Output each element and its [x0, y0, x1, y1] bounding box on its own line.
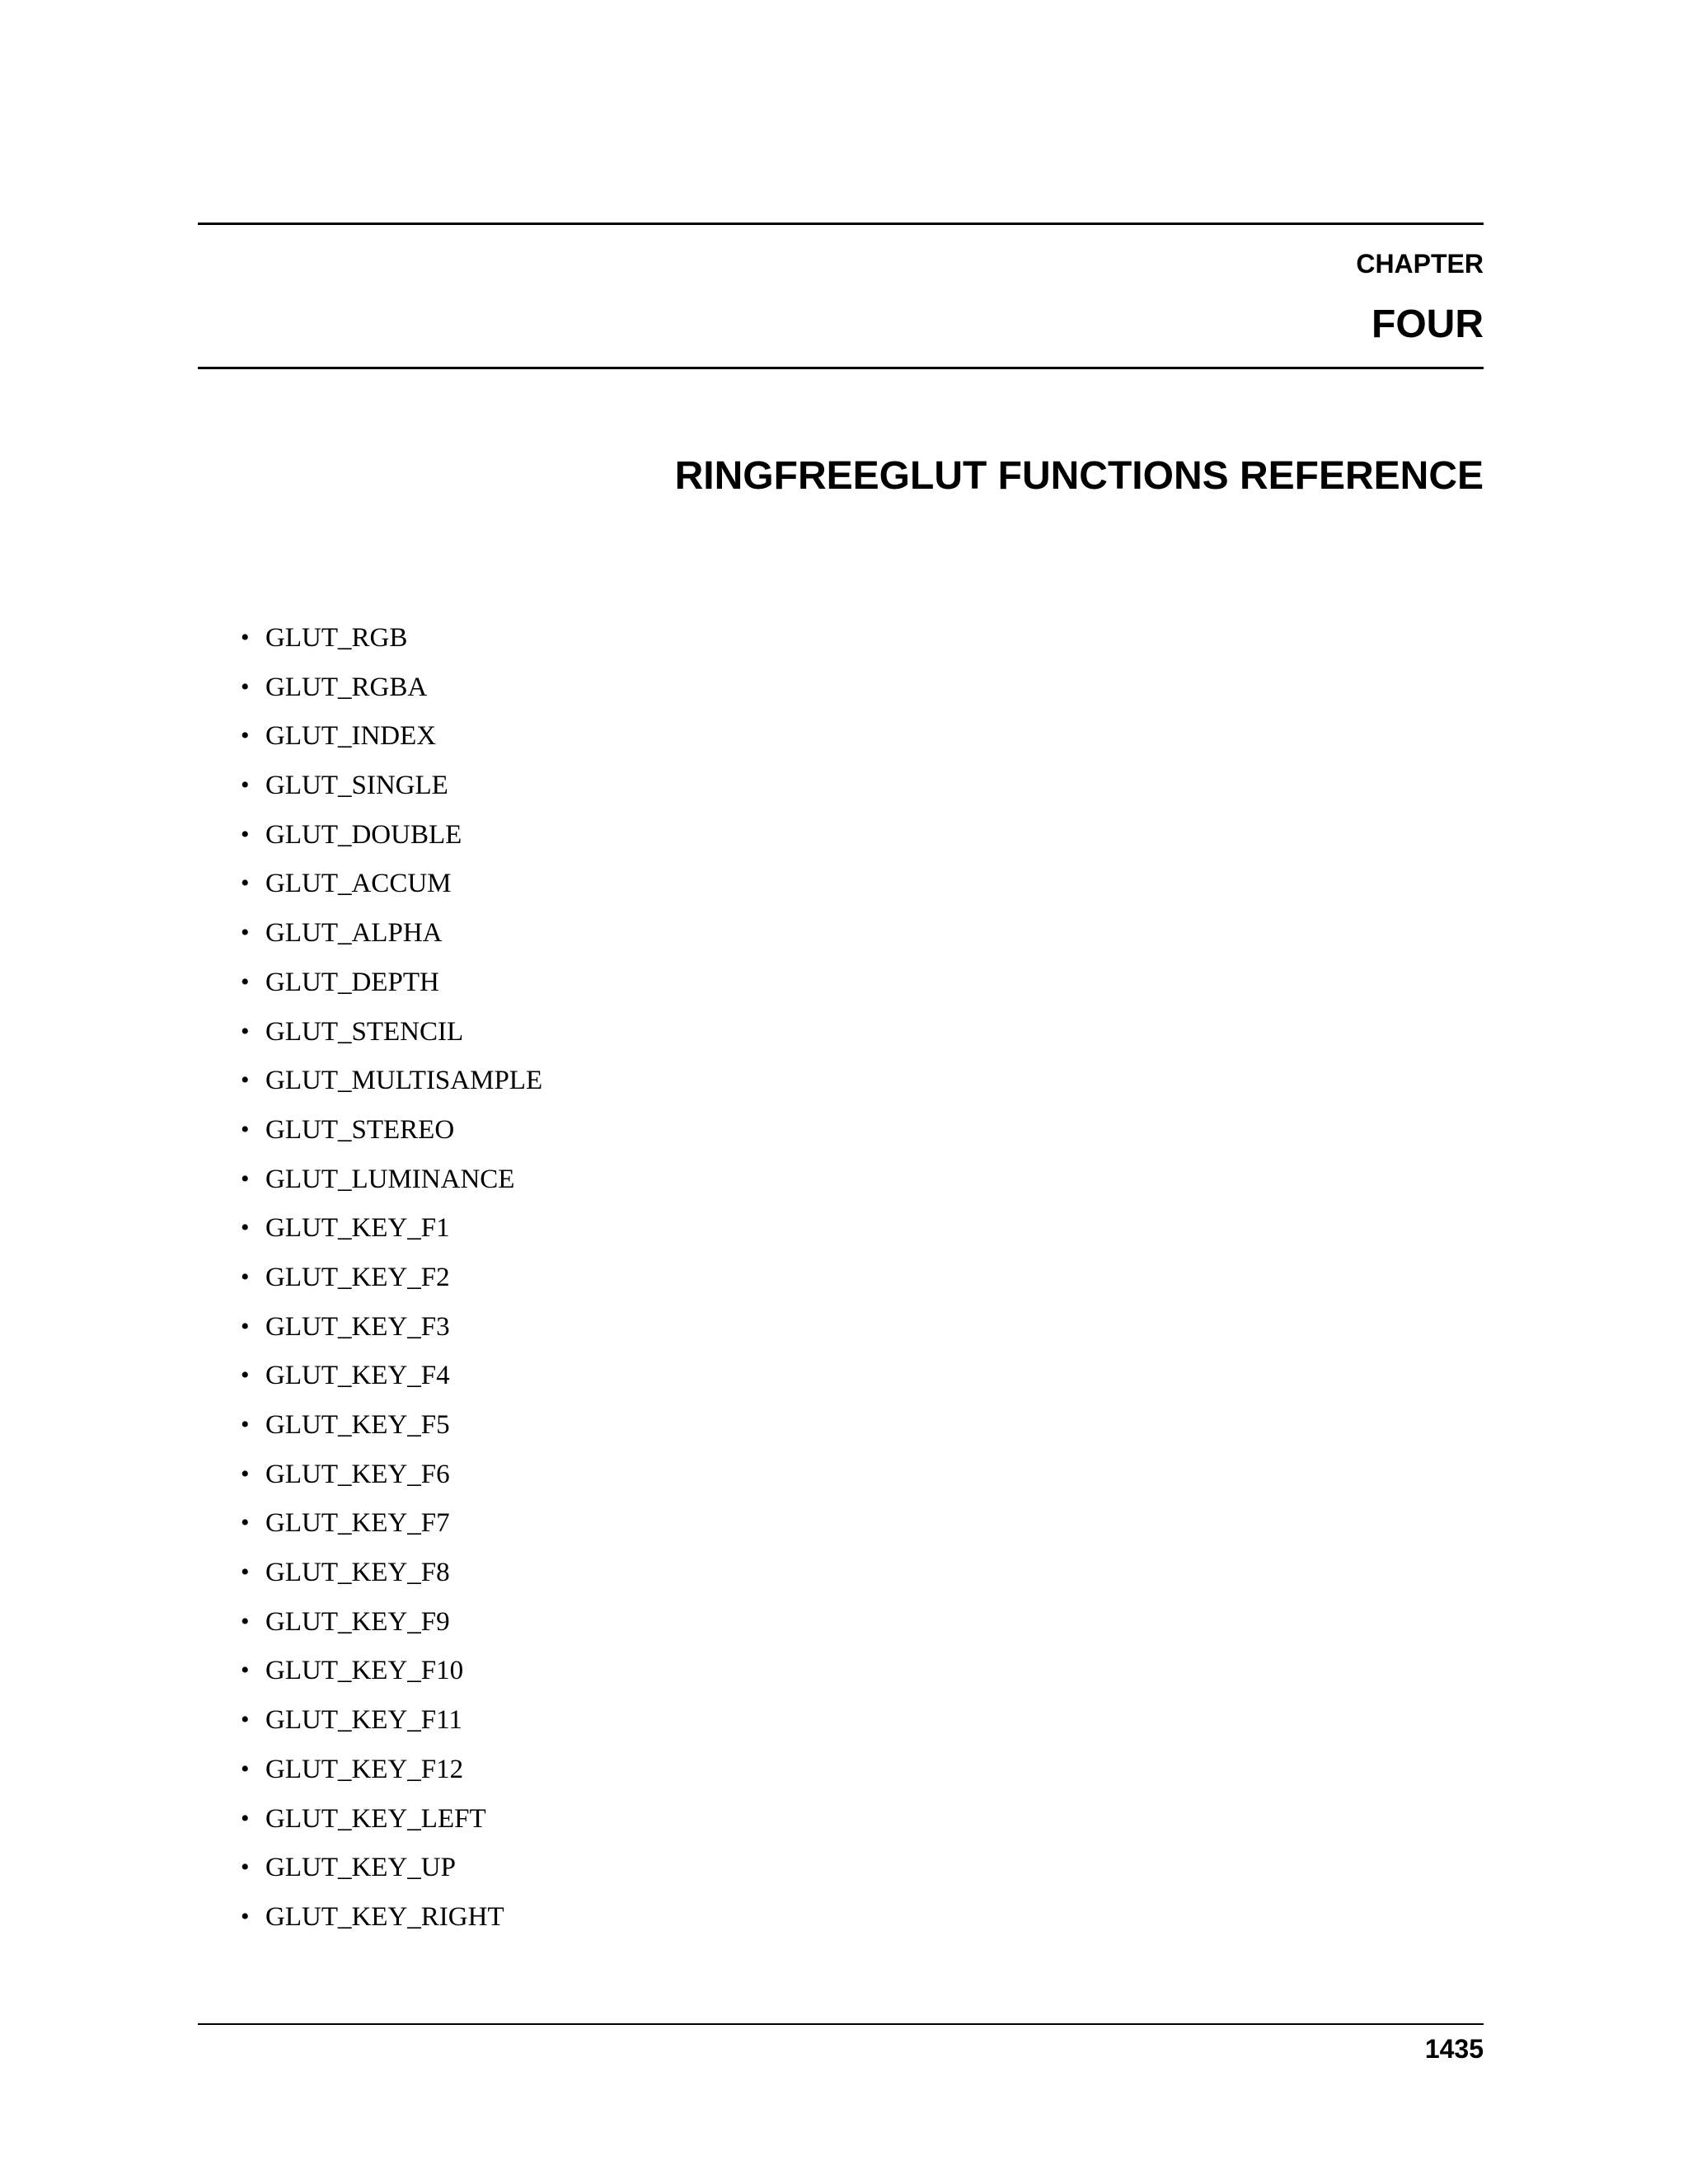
chapter-title: RINGFREEGLUT FUNCTIONS REFERENCE [674, 454, 1484, 498]
list-item [241, 1702, 542, 1751]
constant-name: GLUT_KEY_F11 [265, 1705, 462, 1736]
bullet-icon: • [241, 1755, 250, 1783]
constant-name: GLUT_RGBA [265, 672, 428, 702]
bullet-icon: • [241, 1657, 250, 1685]
constant-name: GLUT_KEY_F4 [265, 1361, 450, 1391]
chapter-top-rule [198, 223, 1484, 225]
bullet-icon: • [241, 1263, 250, 1291]
constant-list [241, 620, 542, 1948]
bullet-icon: • [241, 624, 250, 651]
constant-name: GLUT_KEY_F1 [265, 1213, 450, 1244]
bullet-icon: • [241, 1706, 250, 1734]
constant-name: GLUT_INDEX [265, 721, 437, 752]
list-item [241, 1604, 542, 1653]
bullet-icon: • [241, 919, 250, 947]
constant-name: GLUT_KEY_F6 [265, 1459, 450, 1489]
list-item [241, 620, 542, 669]
bullet-icon: • [241, 1460, 250, 1488]
list-item [241, 669, 542, 719]
list-item [241, 1407, 542, 1456]
list-item [241, 1161, 542, 1211]
list-item [241, 915, 542, 964]
list-item [241, 1357, 542, 1407]
constant-name: GLUT_KEY_F9 [265, 1606, 450, 1637]
list-item [241, 1899, 542, 1948]
constant-name: GLUT_KEY_UP [265, 1853, 456, 1883]
bullet-icon: • [241, 1361, 250, 1390]
bullet-icon: • [241, 869, 250, 898]
constant-name: GLUT_KEY_F3 [265, 1311, 450, 1342]
bullet-icon: • [241, 1165, 250, 1193]
bullet-icon: • [241, 1115, 250, 1143]
constant-name: GLUT_KEY_F12 [265, 1754, 464, 1784]
constant-name: GLUT_KEY_F8 [265, 1558, 450, 1588]
chapter-bottom-rule [198, 367, 1484, 369]
list-item [241, 1014, 542, 1063]
list-item [241, 1849, 542, 1899]
list-item [241, 1652, 542, 1702]
constant-name: GLUT_STEREO [265, 1114, 455, 1145]
bullet-icon: • [241, 722, 250, 750]
bullet-icon: • [241, 673, 250, 701]
constant-name: GLUT_KEY_F10 [265, 1656, 464, 1686]
list-item [241, 1210, 542, 1259]
bullet-icon: • [241, 1312, 250, 1340]
list-item [241, 1751, 542, 1801]
list-item [241, 1554, 542, 1604]
bullet-icon: • [241, 1804, 250, 1832]
constant-name: GLUT_KEY_F7 [265, 1508, 450, 1539]
constant-name: GLUT_KEY_RIGHT [265, 1901, 504, 1932]
list-item [241, 1456, 542, 1506]
bullet-icon: • [241, 1902, 250, 1930]
list-item [241, 964, 542, 1014]
list-item [241, 1505, 542, 1554]
constant-name: GLUT_DEPTH [265, 967, 439, 997]
bullet-icon: • [241, 1509, 250, 1537]
constant-name: GLUT_KEY_F2 [265, 1262, 450, 1292]
bullet-icon: • [241, 1017, 250, 1045]
bullet-icon: • [241, 1214, 250, 1242]
constant-name: GLUT_KEY_LEFT [265, 1803, 486, 1834]
list-item [241, 718, 542, 767]
list-item [241, 1062, 542, 1112]
constant-name: GLUT_ACCUM [265, 869, 452, 899]
constant-name: GLUT_LUMINANCE [265, 1164, 515, 1194]
constant-name: GLUT_DOUBLE [265, 819, 462, 850]
constant-name: GLUT_SINGLE [265, 771, 448, 801]
constant-name: GLUT_STENCIL [265, 1016, 464, 1047]
list-item [241, 1259, 542, 1309]
chapter-label: CHAPTER [1356, 249, 1484, 279]
bullet-icon: • [241, 1066, 250, 1094]
bullet-icon: • [241, 771, 250, 799]
constant-name: GLUT_MULTISAMPLE [265, 1066, 543, 1096]
bullet-icon: • [241, 968, 250, 996]
bullet-icon: • [241, 1558, 250, 1586]
constant-name: GLUT_KEY_F5 [265, 1410, 450, 1440]
bullet-icon: • [241, 1411, 250, 1438]
constant-name: GLUT_ALPHA [265, 918, 443, 949]
list-item [241, 1801, 542, 1850]
page-number: 1435 [1424, 2034, 1484, 2064]
list-item [241, 1112, 542, 1161]
constant-name: GLUT_RGB [265, 623, 408, 653]
chapter-number: FOUR [1372, 302, 1484, 346]
bullet-icon: • [241, 820, 250, 848]
footer-rule [198, 2023, 1484, 2025]
list-item [241, 1309, 542, 1358]
bullet-icon: • [241, 1854, 250, 1882]
bullet-icon: • [241, 1607, 250, 1635]
list-item [241, 817, 542, 866]
list-item [241, 865, 542, 915]
list-item [241, 767, 542, 817]
